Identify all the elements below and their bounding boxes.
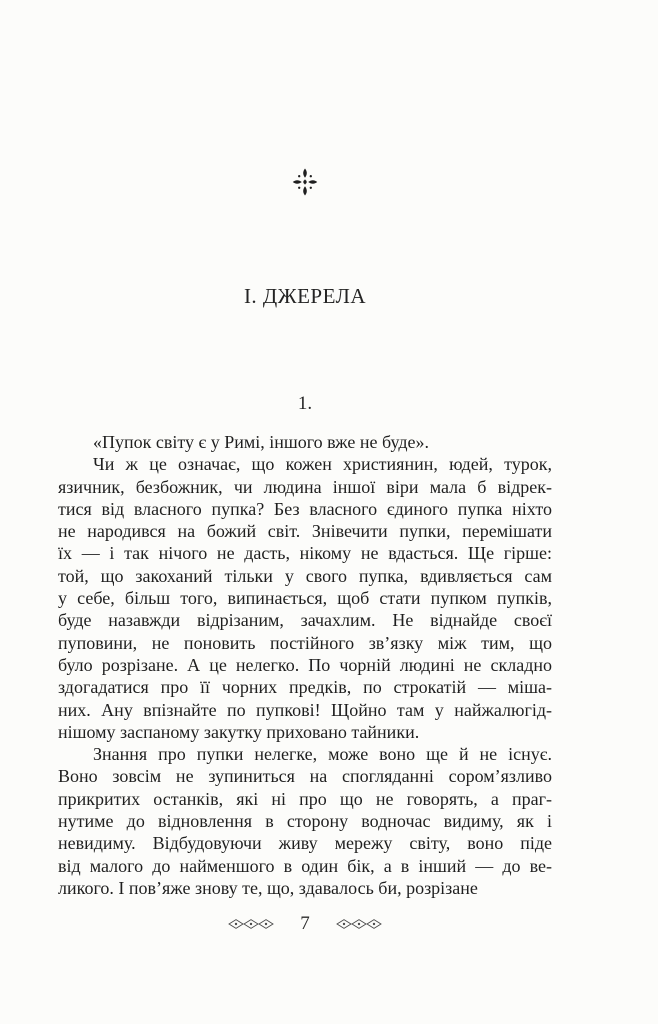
text-line: них. Ану впізнайте по пупкові! Щойно там у найжалюгід- (58, 699, 552, 720)
section-number: 1. (297, 393, 313, 414)
text-line: прикритих останків, які ні про що не говорять, а праг- (58, 788, 552, 809)
text-line: тися від власного пупка? Без власного єдиного пупка ніхто (58, 498, 552, 519)
body-text (58, 431, 552, 899)
paragraph (58, 743, 552, 899)
text-line: не народився на божий світ. Знівечити пупки, перемішати (58, 521, 552, 542)
chapter-title: І. ДЖЕРЕЛА (243, 284, 367, 308)
text-line: пуповини, не поновить постійного зв’язку між тим, що (58, 632, 552, 653)
footer-ornament-left-icon (228, 918, 274, 930)
text-line: у себе, більш того, випинається, щоб стати пупком пупків, (58, 588, 552, 609)
footer-ornament-right-icon (336, 918, 382, 930)
text-line: їх — і так нічого не дасть, нікому не вдасться. Ще гірше: (58, 543, 552, 564)
text-line: Знання про пупки нелегке, може воно ще й не існує. (93, 744, 552, 765)
text-line: нутиме до відновлення в сторону водночас видиму, як і (58, 811, 552, 832)
text-line: Чи ж це означає, що кожен християнин, юдей, турок, (93, 454, 552, 475)
text-line: «Пупок світу є у Римі, іншого вже не буде». (93, 432, 429, 452)
text-line: язичник, безбожник, чи людина іншої віри мала б відрек- (58, 476, 552, 497)
text-line: здогадатися про її чорних предків, по строкатій — міша- (58, 677, 552, 698)
fleuron-snowflake-icon (292, 183, 318, 200)
text-line: було розрізане. А це нелегко. По чорній людині не складно (58, 654, 552, 675)
text-line: нішому заспаному закутку приховано тайники. (58, 721, 420, 742)
text-line: від малого до найменшого в один бік, а в інший — до ве- (58, 855, 552, 876)
paragraph (58, 453, 552, 743)
text-line: ликого. І пов’яже знову те, що, здавалось би, розрізане (58, 877, 478, 898)
page-footer (58, 914, 552, 934)
paragraph (58, 431, 552, 453)
text-line: той, що закоханий тільки у свого пупка, вдивляється сам (58, 565, 552, 586)
page-number: 7 (300, 913, 310, 934)
chapter-fleuron (58, 168, 552, 196)
text-line: Воно зовсім не зупиниться на спогляданні сором’язливо (58, 766, 552, 787)
text-line: невидиму. Відбудовуючи живу мережу світу, воно піде (58, 833, 552, 854)
text-line: буде назавжди відрізаним, зачахлим. Не віднайде своєї (58, 610, 552, 631)
